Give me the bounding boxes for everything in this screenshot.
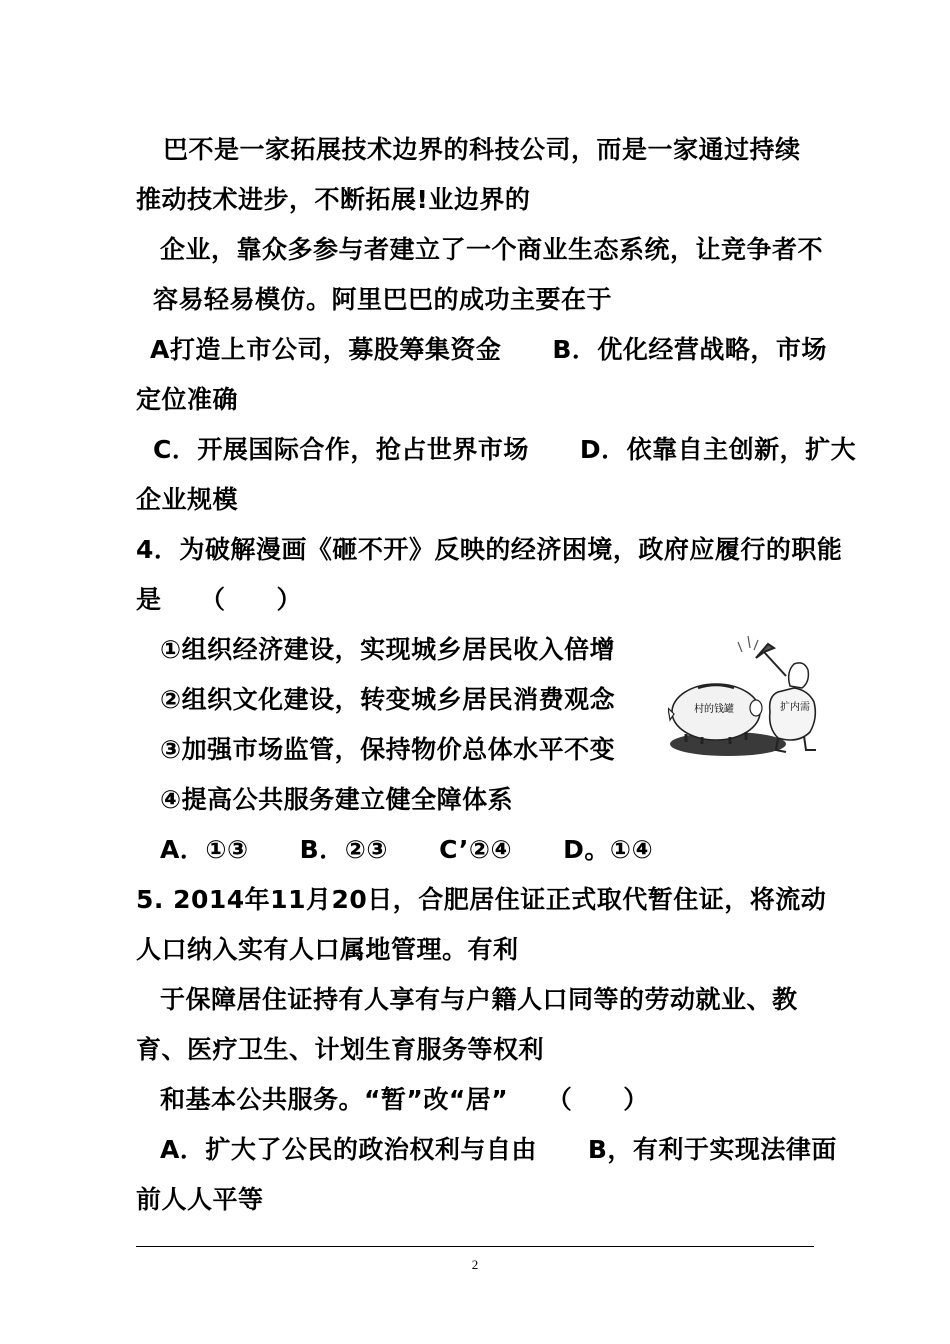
page-number: 2 <box>471 1257 479 1272</box>
text-line-22: 前人人平等 <box>136 1185 264 1214</box>
hammer-man-body <box>770 688 816 740</box>
text-line-19: 育、医疗卫生、计划生育服务等权利 <box>136 1035 545 1064</box>
option-line-cd: C．开展国际合作，抢占世界市场 D．依靠自主创新，扩大 <box>153 435 857 464</box>
q4-item-4: ④提高公共服务建立健全障体系 <box>160 785 514 814</box>
question-4-stem: 4．为破解漫画《砸不开》反映的经济困境，政府应履行的职能 <box>136 535 843 564</box>
text-line-6: 定位准确 <box>136 385 239 414</box>
option-line-ab: A打造上市公司，募股筹集资金 B．优化经营战略，市场 <box>150 335 827 364</box>
q4-item-3: ③加强市场监管，保持物价总体水平不变 <box>160 735 616 764</box>
question-5-stem: 5. 2014年11月20日，合肥居住证正式取代暂住证，将流动 <box>136 885 827 914</box>
text-line-2: 推动技术进步，不断拓展!业边界的 <box>136 185 531 214</box>
text-line-4: 容易轻易模仿。阿里巴巴的成功主要在于 <box>153 285 613 314</box>
q4-item-2: ②组织文化建设，转变城乡居民消费观念 <box>160 685 616 714</box>
text-line-3: 企业，靠众多参与者建立了一个商业生态系统，让竞争者不 <box>160 235 824 264</box>
text-line-18: 于保障居住证持有人享有与户籍人口同等的劳动就业、教 <box>160 985 798 1014</box>
q4-options: A．①③ B．②③ C’②④ D。①④ <box>160 835 654 864</box>
cartoon-label-right: 扩内需 <box>780 702 810 713</box>
q4-item-1: ①组织经济建设，实现城乡居民收入倍增 <box>160 635 616 664</box>
text-line-17: 人口纳入实有人口属地管理。有利 <box>136 935 519 964</box>
cartoon-image <box>668 632 826 764</box>
text-line-20: 和基本公共服务。“暂”改“居” （ ） <box>160 1085 649 1114</box>
footer-rule <box>136 1246 814 1247</box>
text-line-1: 巴不是一家拓展技术边界的科技公司，而是一家通过持续 <box>163 135 801 164</box>
q5-options-ab: A．扩大了公民的政治权利与自由 B，有利于实现法律面 <box>160 1135 837 1164</box>
question-4-blank: 是 （ ） <box>136 585 303 614</box>
cartoon-label-left: 村的钱罐 <box>694 704 734 715</box>
text-line-8: 企业规模 <box>136 485 239 514</box>
